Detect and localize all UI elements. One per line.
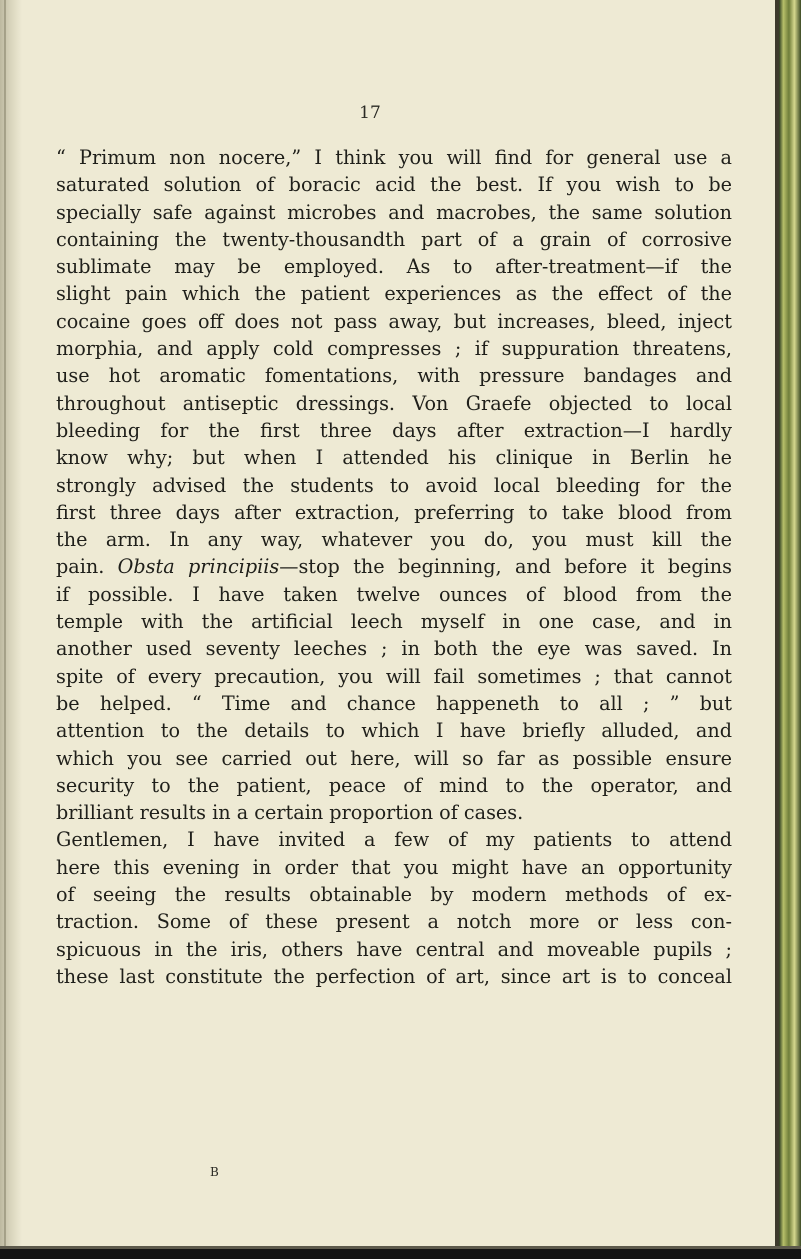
text-line: use hot aromatic fomentations, with pressure bandages and	[56, 364, 732, 388]
text-line: “ Primum non nocere,” I think you will find for general use a	[56, 146, 732, 169]
text-line: spicuous in the iris, others have central and moveable pupils ;	[56, 937, 732, 961]
text-line: containing the twenty-thousandth part of a grain of corrosive	[56, 227, 732, 251]
text-line: first three days after extraction, preferring to take blood from	[56, 500, 732, 524]
text-line: saturated solution of boracic acid the best. If you wish to be	[56, 173, 732, 197]
page-number: 17	[359, 103, 381, 123]
body-text	[56, 144, 732, 990]
bottom-edge	[0, 1249, 801, 1259]
page-gutter-rule	[4, 0, 6, 1259]
text-line: specially safe against microbes and macrobes, the same solution	[56, 200, 732, 224]
latin-phrase: Obsta principiis	[117, 555, 280, 579]
text-line: morphia, and apply cold compresses ; if suppuration threatens,	[56, 337, 732, 361]
text-line: the arm. In any way, whatever you do, you must kill the	[56, 528, 732, 552]
paragraph-start-line: Gentlemen, I have invited a few of my patients to attend	[56, 828, 732, 852]
text-line: these last constitute the perfection of art, since art is to conceal	[56, 964, 732, 988]
paragraph-end-line: brilliant results in a certain proportion of cases.	[56, 801, 524, 825]
text-line: temple with the artificial leech myself in one case, and in	[56, 610, 732, 634]
text-line: bleeding for the first three days after extraction—I hardly	[56, 418, 732, 442]
text-line: spite of every precaution, you will fail sometimes ; that cannot	[56, 664, 732, 688]
text-line: here this evening in order that you might have an opportunity	[56, 855, 732, 879]
signature-mark: B	[210, 1165, 219, 1179]
text-line: be helped. “ Time and chance happeneth to all ; ” but	[56, 691, 732, 715]
book-cover-edge	[779, 0, 801, 1259]
text-line: if possible. I have taken twelve ounces of blood from the	[56, 582, 732, 606]
text-line: traction. Some of these present a notch more or less con-	[56, 910, 732, 934]
text-line: know why; but when I attended his clinique in Berlin he	[56, 446, 732, 470]
text-line: which you see carried out here, will so far as possible ensure	[56, 746, 732, 770]
text-line-with-latin: pain. Obsta principiis—stop the beginning, and before it begins	[56, 555, 732, 579]
text-line: security to the patient, peace of mind to the operator, and	[56, 773, 732, 797]
text-line: of seeing the results obtainable by modern methods of ex-	[56, 883, 732, 907]
text-line: another used seventy leeches ; in both the eye was saved. In	[56, 637, 732, 661]
text-line: cocaine goes off does not pass away, but increases, bleed, inject	[56, 309, 732, 333]
text-line: attention to the details to which I have briefly alluded, and	[56, 719, 732, 743]
text-line: sublimate may be employed. As to after-treatment—if the	[56, 255, 732, 279]
text-line: throughout antiseptic dressings. Von Graefe objected to local	[56, 391, 732, 415]
text-line: slight pain which the patient experiences as the effect of the	[56, 282, 732, 306]
text-line: strongly advised the students to avoid local bleeding for the	[56, 473, 732, 497]
